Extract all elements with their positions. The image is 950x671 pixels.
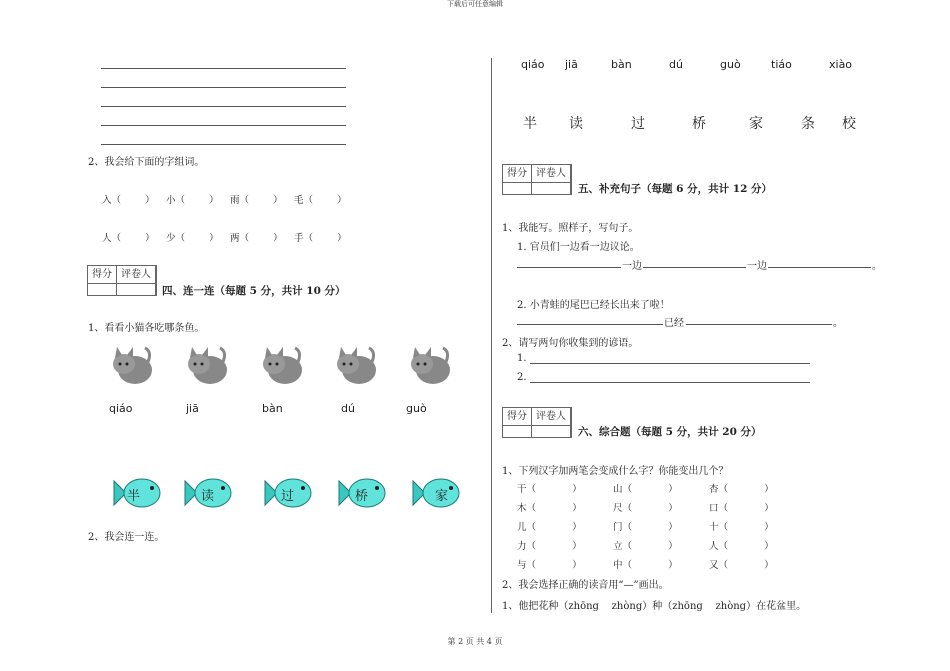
char-cell: 尺（ ）	[613, 503, 678, 514]
char-grid-row	[517, 557, 805, 571]
section-5-question-2: 2、请写两句你收集到的谚语。	[502, 338, 639, 349]
fish-char: 过	[281, 489, 295, 504]
column-divider	[491, 58, 492, 613]
answer-line	[101, 68, 346, 69]
cat-pinyin: jiā	[186, 402, 199, 415]
char-cell: 力（ ）	[517, 541, 582, 552]
example-sentence-1: 1. 官员们一边看一边议论。	[517, 242, 640, 253]
top-pinyin: bàn	[611, 58, 632, 71]
char-grid-row	[517, 500, 805, 514]
answer-line	[101, 144, 346, 145]
score-blank	[503, 425, 571, 438]
top-pinyin: xiào	[829, 58, 853, 71]
top-pinyin: jiā	[565, 58, 578, 71]
fill-word: 已经	[664, 318, 684, 329]
proverb-item-label: 1.	[517, 353, 527, 364]
fish-item	[337, 473, 387, 513]
section-6-question-2: 2、我会选择正确的读音用“—”画出。	[502, 580, 669, 591]
grader-label: 评卷人	[532, 408, 571, 437]
proverb-line	[530, 382, 810, 383]
score-label: 得分	[503, 408, 532, 437]
fill-blank	[768, 267, 871, 268]
fish-item	[112, 473, 162, 513]
char-cell: 又（ ）	[709, 560, 774, 571]
fill-blank	[517, 267, 621, 268]
word-cell: 手（ ）	[294, 233, 347, 244]
word-group-row-2	[102, 230, 358, 244]
score-label: 得分	[88, 266, 117, 295]
top-char: 半	[523, 116, 537, 132]
section-6-title: 六、综合题（每题 5 分，共计 20 分）	[578, 426, 762, 438]
grader-label: 评卷人	[532, 165, 571, 194]
fill-word: 一边	[622, 261, 642, 272]
cat-image	[182, 342, 228, 388]
char-cell: 山（ ）	[613, 484, 678, 495]
cat-image	[405, 342, 451, 388]
top-char: 过	[631, 116, 645, 132]
char-grid-row	[517, 481, 805, 495]
header-note: 下载后可任意编辑	[447, 0, 503, 8]
fish-char: 读	[201, 489, 215, 504]
word-cell: 雨（ ）	[230, 195, 283, 206]
word-cell: 少（ ）	[166, 233, 219, 244]
cat-pinyin: bàn	[262, 402, 283, 415]
score-box	[502, 407, 572, 438]
score-box	[87, 265, 157, 296]
char-cell: 口（ ）	[709, 503, 774, 514]
char-cell: 干（ ）	[517, 484, 582, 495]
score-blank	[503, 182, 571, 195]
word-cell: 小（ ）	[166, 195, 219, 206]
char-cell: 立（ ）	[613, 541, 678, 552]
fill-blank	[643, 267, 746, 268]
char-cell: 门（ ）	[613, 522, 678, 533]
section-4-question-1: 1、看看小猫各吃哪条鱼。	[88, 323, 205, 334]
grader-label: 评卷人	[117, 266, 156, 295]
char-cell: 十（ ）	[709, 522, 774, 533]
word-group-row-1	[102, 192, 358, 206]
fill-end: 。	[872, 261, 882, 272]
fill-blank	[517, 324, 663, 325]
char-cell: 人（ ）	[709, 541, 774, 552]
top-pinyin: tiáo	[771, 58, 792, 71]
fish-char: 家	[435, 489, 449, 504]
fish-char: 桥	[355, 489, 369, 504]
page-footer: 第 2 页 共 4 页	[447, 637, 503, 646]
top-pinyin: guò	[720, 58, 741, 71]
section-4-title: 四、连一连（每题 5 分，共计 10 分）	[162, 285, 346, 297]
char-cell: 儿（ ）	[517, 522, 582, 533]
proverb-item-label: 2.	[517, 372, 527, 383]
top-char: 家	[749, 116, 763, 132]
fill-end: 。	[833, 318, 843, 329]
section-5-title: 五、补充句子（每题 6 分，共计 12 分）	[578, 183, 773, 195]
cat-image	[257, 342, 303, 388]
section-6-question-1: 1、下列汉字加两笔会变成什么字？你能变出几个？	[502, 466, 729, 477]
char-cell: 杏（ ）	[709, 484, 774, 495]
fill-word: 一边	[747, 261, 767, 272]
section-4-question-2: 2、我会连一连。	[88, 532, 165, 543]
char-grid-row	[517, 519, 805, 533]
cat-pinyin: guò	[406, 402, 427, 415]
proverb-line	[530, 363, 810, 364]
section-5-question-1: 1、我能写。照样子，写句子。	[502, 223, 639, 234]
top-char: 桥	[692, 116, 706, 132]
cat-pinyin: dú	[341, 402, 355, 415]
answer-line	[101, 106, 346, 107]
top-pinyin: qiáo	[521, 58, 545, 71]
answer-line	[101, 87, 346, 88]
cat-image	[331, 342, 377, 388]
cat-image	[107, 342, 153, 388]
char-cell: 木（ ）	[517, 503, 582, 514]
word-cell: 入（ ）	[102, 195, 155, 206]
score-blank	[88, 283, 156, 296]
question-2-label: 2、我会给下面的字组词。	[88, 157, 205, 168]
char-cell: 与（ ）	[517, 560, 582, 571]
answer-line	[101, 125, 346, 126]
cat-pinyin: qiáo	[109, 402, 133, 415]
word-cell: 毛（ ）	[294, 195, 347, 206]
fish-item	[183, 473, 233, 513]
example-sentence-2: 2. 小青蛙的尾巴已经长出来了啦！	[517, 300, 670, 311]
char-cell: 中（ ）	[613, 560, 678, 571]
top-char: 读	[569, 116, 583, 132]
top-char: 条	[801, 116, 815, 132]
fill-blank	[686, 324, 832, 325]
score-label: 得分	[503, 165, 532, 194]
fish-char: 半	[127, 489, 141, 504]
word-cell: 人（ ）	[102, 233, 155, 244]
fish-item	[411, 473, 461, 513]
word-cell: 两（ ）	[230, 233, 283, 244]
char-grid-row	[517, 538, 805, 552]
score-box	[502, 164, 572, 195]
fish-item	[263, 473, 313, 513]
section-6-question-2-item-1: 1、他把花种（zhōng zhòng）种（zhōng zhòng）在花盆里。	[502, 601, 807, 612]
top-char: 校	[842, 116, 856, 132]
top-pinyin: dú	[669, 58, 683, 71]
